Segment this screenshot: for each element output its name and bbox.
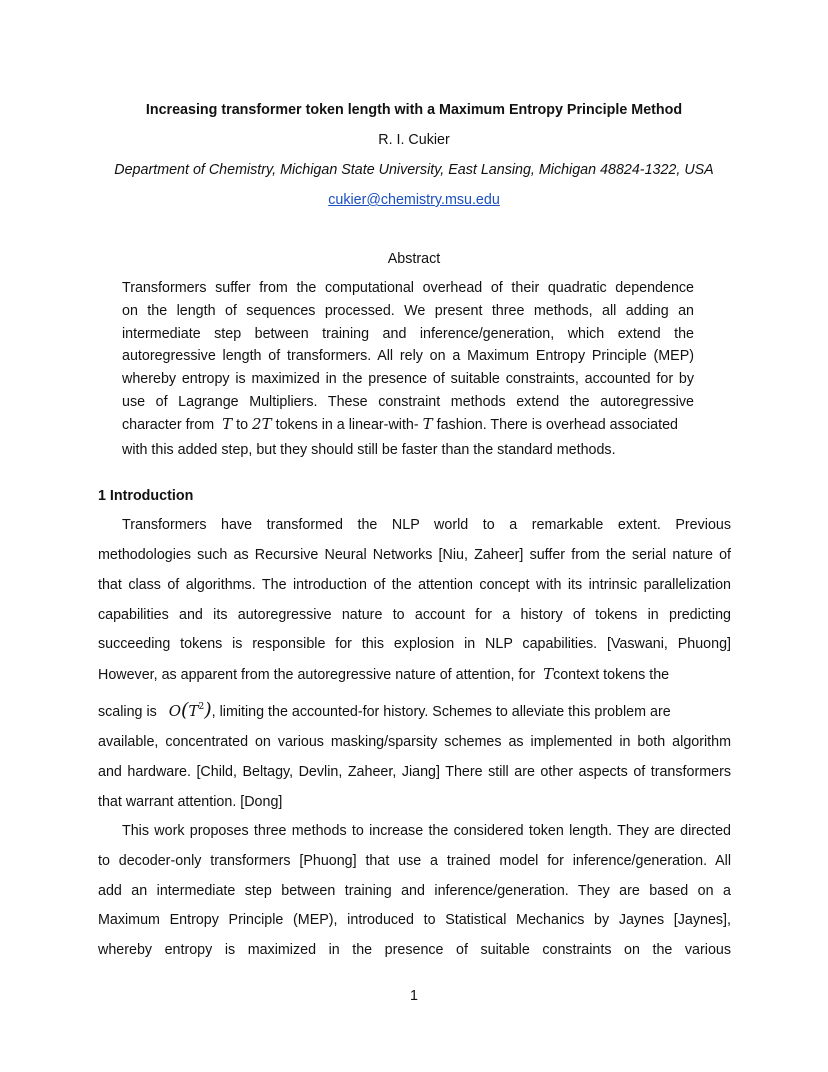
abstract-line: autoregressive length of transformers. All rely on a Maximum Entropy Principle (MEP) — [122, 348, 694, 364]
text-run: to — [236, 417, 249, 433]
paper-title: Increasing transformer token length with a Maximum Entropy Principle Method — [145, 102, 683, 118]
abstract-line: intermediate step between training and inference/generation, which extend the — [122, 326, 694, 342]
text-run: context tokens the — [553, 667, 670, 683]
text-run: character from — [122, 417, 215, 433]
math-t: T — [543, 665, 554, 683]
text-run: tokens in a linear-with- — [275, 417, 419, 433]
abstract-line: with this added step, but they should still be faster than the standard methods. — [122, 442, 616, 458]
body-line: capabilities and its autoregressive nature to account for a history of tokens in predicting — [98, 607, 731, 623]
math-paren: ) — [204, 699, 212, 721]
body-line — [98, 697, 731, 722]
math-o: O — [168, 702, 182, 720]
abstract-heading: Abstract — [387, 251, 441, 267]
abstract-line: Transformers suffer from the computational overhead of their quadratic dependence — [122, 280, 694, 296]
abstract-line — [122, 414, 678, 435]
author-name: R. I. Cukier — [378, 132, 450, 148]
body-line: methodologies such as Recursive Neural Networks [Niu, Zaheer] suffer from the serial nature of — [98, 547, 731, 563]
math-t: T — [422, 415, 433, 433]
text-run: However, as apparent from the autoregressive nature of attention, for — [98, 667, 536, 683]
body-line: This work proposes three methods to increase the considered token length. They are directed — [122, 823, 731, 839]
abstract-line: on the length of sequences processed. We present three methods, all adding an — [122, 303, 694, 319]
author-affiliation: Department of Chemistry, Michigan State University, East Lansing, Michigan 48824-1322, USA — [114, 162, 714, 178]
body-line: add an intermediate step between training and inference/generation. They are based on a — [98, 883, 731, 899]
author-email — [0, 190, 828, 210]
body-line: that warrant attention. [Dong] — [98, 794, 283, 810]
email-link[interactable]: cukier@chemistry.msu.edu — [328, 192, 500, 208]
math-paren: ( — [181, 699, 189, 721]
abstract-line: whereby entropy is maximized in the presence of suitable constraints, accounted for by — [122, 371, 694, 387]
body-line — [98, 664, 731, 685]
body-line: Maximum Entropy Principle (MEP), introduced to Statistical Mechanics by Jaynes [Jaynes], — [98, 912, 731, 928]
text-run: , limiting the accounted-for history. Schemes to alleviate this problem are — [211, 704, 671, 720]
body-line: Transformers have transformed the NLP world to a remarkable extent. Previous — [122, 517, 731, 533]
body-line: whereby entropy is maximized in the presence of suitable constraints on the various — [98, 942, 731, 958]
section-heading: 1 Introduction — [98, 488, 194, 504]
body-line: and hardware. [Child, Beltagy, Devlin, Zaheer, Jiang] There still are other aspects of transformers — [98, 764, 731, 780]
body-line: succeeding tokens is responsible for this explosion in NLP capabilities. [Vaswani, Phuong] — [98, 636, 731, 652]
text-run: fashion. There is overhead associated — [436, 417, 678, 433]
math-o-t-squared — [168, 699, 212, 721]
math-exponent: 2 — [198, 702, 205, 712]
abstract-line: use of Lagrange Multipliers. These constraint methods extend the autoregressive — [122, 394, 694, 410]
math-2t: 2T — [252, 415, 272, 433]
body-line: that class of algorithms. The introduction of the attention concept with its intrinsic parallelization — [98, 577, 731, 593]
body-line: to decoder-only transformers [Phuong] that use a trained model for inference/generation. All — [98, 853, 731, 869]
math-t: T — [188, 702, 199, 720]
math-t: T — [222, 415, 233, 433]
page-number: 1 — [410, 988, 418, 1004]
text-run: scaling is — [98, 704, 157, 720]
body-line: available, concentrated on various masking/sparsity schemes as implemented in both algorithm — [98, 734, 731, 750]
